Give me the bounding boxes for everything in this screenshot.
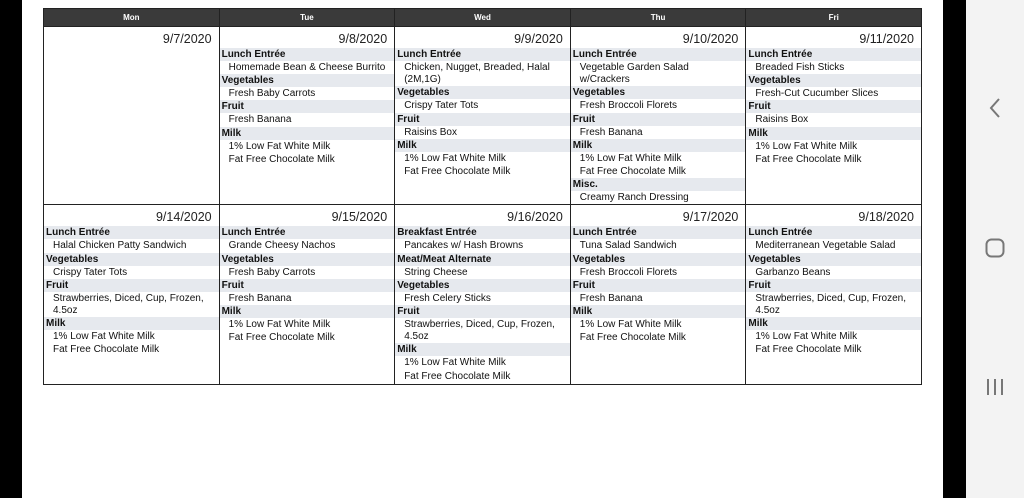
menu-item: Fat Free Chocolate Milk: [755, 153, 862, 165]
menu-item: Garbanzo Beans: [755, 266, 831, 278]
menu-item: Strawberries, Diced, Cup, Frozen, 4.5oz: [755, 292, 906, 317]
menu-category: Misc.: [571, 178, 746, 191]
menu-item: Raisins Box: [755, 114, 809, 126]
menu-category: Lunch Entrée: [571, 226, 746, 239]
menu-item: Fresh Banana: [228, 292, 292, 304]
menu-item: Fresh Celery Sticks: [404, 292, 491, 304]
menu-category: Lunch Entrée: [44, 226, 219, 239]
menu-item: Crispy Tater Tots: [53, 266, 128, 278]
menu-item: 1% Low Fat White Milk: [53, 331, 155, 343]
day-cell: [44, 27, 220, 205]
menu-item: 1% Low Fat White Milk: [579, 319, 682, 331]
menu-item: Crispy Tater Tots: [404, 100, 479, 112]
menu-category: Fruit: [746, 100, 921, 113]
day-cell: [219, 27, 395, 205]
menu-item: Chicken, Nugget, Breaded, Halal (2M,1G): [404, 62, 550, 86]
menu-item: Fat Free Chocolate Milk: [228, 332, 335, 344]
week-row: [44, 27, 922, 205]
menu-item: 1% Low Fat White Milk: [404, 152, 506, 164]
menu-item: Fat Free Chocolate Milk: [579, 332, 686, 344]
menu-category: Milk: [746, 127, 921, 140]
menu-category: Lunch Entrée: [220, 226, 395, 239]
menu-category: Fruit: [395, 113, 570, 126]
menu-category: Milk: [395, 139, 570, 152]
menu-category: Vegetables: [44, 253, 219, 266]
menu-item: Fat Free Chocolate Milk: [404, 166, 511, 178]
menu-item: Fresh Banana: [228, 114, 292, 126]
menu-item: Fat Free Chocolate Milk: [404, 370, 511, 382]
menu-category: Lunch Entrée: [395, 48, 570, 61]
menu-item: 1% Low Fat White Milk: [755, 140, 858, 152]
menu-item: Raisins Box: [404, 126, 457, 138]
weekday-header-fri: Fri: [746, 9, 922, 27]
menu-item: Grande Cheesy Nachos: [228, 240, 336, 252]
menu-category: Fruit: [746, 279, 921, 292]
menu-item: Fresh Broccoli Florets: [579, 100, 678, 112]
recents-button[interactable]: [966, 367, 1024, 407]
menu-category: Milk: [220, 305, 395, 318]
weekday-header-tue: Tue: [219, 9, 395, 27]
menu-category: Vegetables: [395, 279, 570, 292]
menu-category: Milk: [44, 317, 219, 330]
menu-category: Fruit: [571, 113, 746, 126]
menu-item: 1% Low Fat White Milk: [755, 331, 858, 343]
day-cell: [219, 205, 395, 385]
menu-item: Fat Free Chocolate Milk: [755, 344, 862, 356]
menu-item: 1% Low Fat White Milk: [579, 152, 682, 164]
day-date: 9/8/2020: [338, 32, 388, 46]
menu-category: Vegetables: [220, 253, 395, 266]
menu-item: 1% Low Fat White Milk: [228, 319, 331, 331]
menu-item: Homemade Bean & Cheese Burrito: [228, 62, 386, 73]
day-date: 9/18/2020: [858, 210, 914, 225]
menu-item: Fat Free Chocolate Milk: [228, 153, 335, 165]
menu-category: Vegetables: [571, 253, 746, 266]
menu-category: Vegetables: [746, 74, 921, 87]
menu-item: Breaded Fish Sticks: [755, 62, 845, 73]
back-button[interactable]: [966, 88, 1024, 128]
menu-item: Fresh Broccoli Florets: [579, 266, 678, 278]
menu-item: Fresh Banana: [579, 292, 643, 304]
day-date: 9/9/2020: [514, 32, 563, 46]
menu-item: 1% Low Fat White Milk: [228, 140, 331, 152]
menu-item: Vegetable Garden Salad w/Crackers: [579, 62, 689, 86]
menu-item: Strawberries, Diced, Cup, Frozen, 4.5oz: [404, 319, 555, 343]
menu-category: Lunch Entrée: [220, 48, 395, 61]
android-navigation-bar: [966, 0, 1024, 498]
menu-item: Fat Free Chocolate Milk: [579, 166, 686, 178]
menu-category: Fruit: [571, 279, 746, 292]
menu-category: Breakfast Entrée: [395, 226, 570, 239]
menu-item: Halal Chicken Patty Sandwich: [53, 240, 187, 252]
home-button[interactable]: [966, 228, 1024, 268]
weekday-header-mon: Mon: [44, 9, 220, 27]
menu-item: Creamy Ranch Dressing: [579, 192, 689, 204]
menu-item: Tuna Salad Sandwich: [579, 240, 677, 252]
day-cell: [44, 205, 220, 385]
menu-page: [22, 0, 943, 498]
day-date: 9/14/2020: [155, 210, 212, 225]
chevron-left-icon: [988, 97, 1002, 119]
day-date: 9/15/2020: [331, 210, 388, 225]
menu-category: Vegetables: [746, 253, 921, 266]
weekday-header-wed: Wed: [395, 9, 571, 27]
lunch-menu-calendar: [43, 8, 922, 385]
day-cell: [395, 27, 571, 205]
day-date: 9/7/2020: [162, 32, 212, 46]
menu-category: Milk: [746, 317, 921, 330]
weekday-header-row: [44, 9, 922, 27]
day-cell: [570, 205, 746, 385]
menu-category: Vegetables: [395, 86, 570, 99]
menu-item: 1% Low Fat White Milk: [404, 357, 506, 369]
recents-icon: [984, 376, 1006, 398]
menu-category: Fruit: [220, 100, 395, 113]
menu-item: Strawberries, Diced, Cup, Frozen, 4.5oz: [53, 292, 204, 317]
menu-category: Milk: [395, 343, 570, 356]
menu-category: Vegetables: [571, 86, 746, 99]
home-icon: [984, 237, 1006, 259]
weekday-header-thu: Thu: [570, 9, 746, 27]
day-date: 9/10/2020: [682, 32, 739, 46]
menu-category: Vegetables: [220, 74, 395, 87]
menu-item: Fresh Baby Carrots: [228, 266, 316, 278]
week-row: [44, 205, 922, 385]
menu-item: Pancakes w/ Hash Browns: [404, 240, 524, 252]
day-date: 9/17/2020: [682, 210, 739, 225]
menu-item: Fresh Banana: [579, 126, 643, 138]
menu-item: Fat Free Chocolate Milk: [53, 344, 160, 356]
day-cell: [570, 27, 746, 205]
day-cell: [395, 205, 571, 385]
menu-category: Milk: [571, 305, 746, 318]
menu-category: Milk: [571, 139, 746, 152]
menu-category: Fruit: [44, 279, 219, 292]
day-cell: [746, 205, 922, 385]
day-date: 9/16/2020: [507, 210, 563, 225]
menu-item: Fresh Baby Carrots: [228, 88, 316, 100]
menu-item: Fresh-Cut Cucumber Slices: [755, 88, 879, 100]
menu-item: Mediterranean Vegetable Salad: [755, 240, 896, 252]
menu-category: Lunch Entrée: [746, 48, 921, 61]
menu-item: String Cheese: [404, 266, 468, 278]
menu-category: Lunch Entrée: [571, 48, 746, 61]
menu-category: Milk: [220, 127, 395, 140]
menu-category: Lunch Entrée: [746, 226, 921, 239]
menu-category: Fruit: [220, 279, 395, 292]
menu-category: Meat/Meat Alternate: [395, 253, 570, 266]
day-cell: [746, 27, 922, 205]
day-date: 9/11/2020: [859, 32, 914, 46]
menu-category: Fruit: [395, 305, 570, 318]
